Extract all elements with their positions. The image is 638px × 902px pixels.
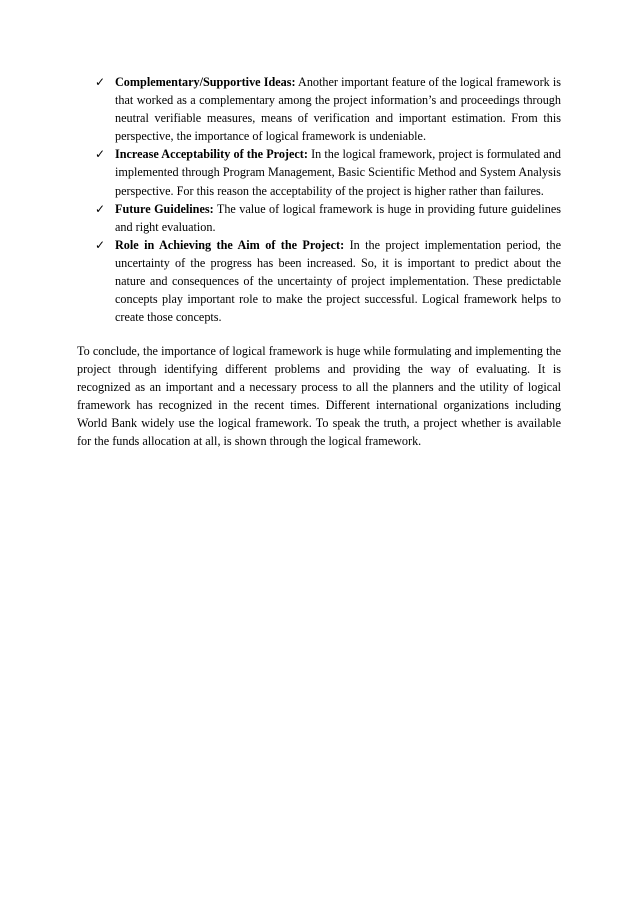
item-text: In the logical framework, project is formulated and implemented through Program Management, Basic Scientific Method and System Analysis perspective. For this reason the acceptability of the project is higher rather than failures.	[115, 147, 562, 198]
check-icon: ✓	[95, 237, 106, 252]
benefits-list	[92, 73, 561, 326]
item-text: The value of logical framework is huge in providing future guidelines and right evaluation.	[115, 201, 561, 234]
list-item	[92, 73, 561, 145]
item-title: Increase Acceptability of the Project:	[115, 147, 308, 162]
list-item	[92, 145, 561, 199]
item-title: Role in Achieving the Aim of the Project:	[115, 237, 345, 252]
item-text: In the project implementation period, the uncertainty of the progress has been increased. So, it is important to predict about the nature and consequences of the uncertainty of project implementation. These predictable concepts play important role to make the project successful. Logical framework helps to create those concepts.	[115, 237, 562, 325]
check-icon: ✓	[95, 201, 106, 216]
conclusion-paragraph: To conclude, the importance of logical framework is huge while formulating and implementing the project through identifying different problems and providing the way of evaluating. It is recognized as an important and a necessary process to all the planners and the utility of logical framework has recognized in the recent times. Different international organizations including World Bank widely use the logical framework. To speak the truth, a project whether is available for the funds allocation at all, is shown through the logical framework.	[77, 344, 561, 449]
list-item	[92, 200, 561, 236]
item-title: Complementary/Supportive Ideas:	[115, 75, 296, 89]
item-title: Future Guidelines:	[115, 201, 214, 216]
check-icon: ✓	[95, 75, 106, 89]
check-icon: ✓	[95, 147, 106, 162]
item-text: Another important feature of the logical framework is that worked as a complementary among the project information’s and proceedings through neutral verifiable measures, means of verification and important estimation. From this perspective, the importance of logical framework is undeniable.	[115, 75, 561, 144]
list-item	[92, 236, 561, 326]
